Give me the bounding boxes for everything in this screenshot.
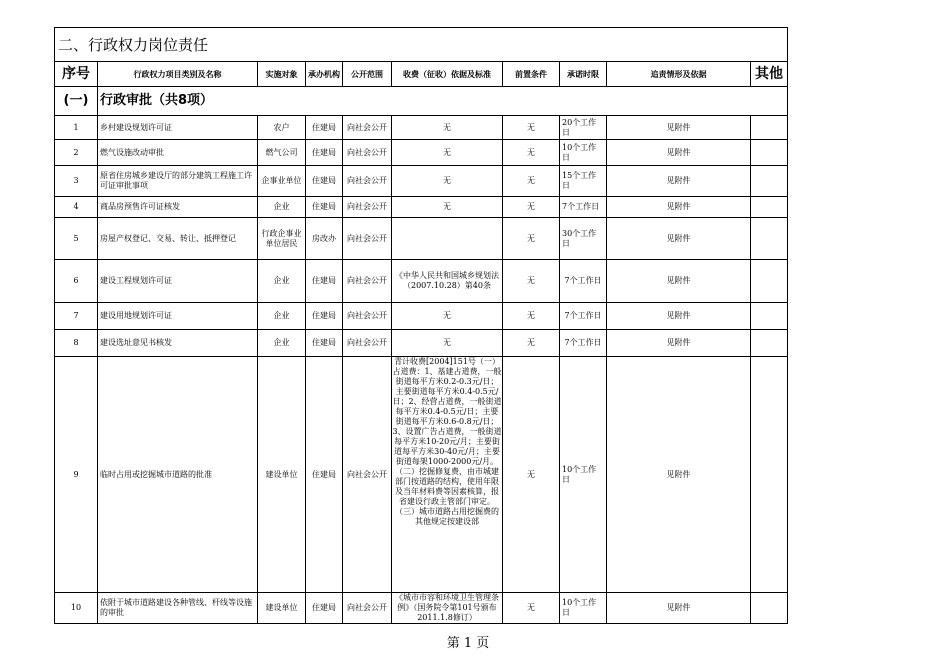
row-target: 农户 (258, 116, 306, 140)
row-precond: 无 (503, 303, 560, 330)
row-scope: 向社会公开 (343, 357, 392, 593)
row-deadline: 10个工作日 (560, 593, 607, 624)
row-no: 4 (55, 197, 98, 218)
row-name: 商品房预售许可证核发 (98, 197, 258, 218)
row-scope: 向社会公开 (343, 330, 392, 357)
row-precond: 无 (503, 166, 560, 197)
row-fee: 《中华人民共和国城乡规划法（2007.10.28）第40条 (392, 260, 503, 303)
section-row (55, 87, 788, 116)
row-deadline: 20个工作日 (560, 116, 607, 140)
row-liability: 见附件 (607, 357, 751, 593)
row-scope: 向社会公开 (343, 593, 392, 624)
row-other (751, 218, 788, 260)
row-liability: 见附件 (607, 197, 751, 218)
row-target: 燃气公司 (258, 140, 306, 166)
row-name: 临时占用或挖掘城市道路的批准 (98, 357, 258, 593)
row-name: 依附于城市道路建设各种管线、杆线等设施的审批 (98, 593, 258, 624)
row-precond: 无 (503, 593, 560, 624)
row-fee: 无 (392, 303, 503, 330)
row-precond: 无 (503, 218, 560, 260)
header-deadline: 承诺时限 (560, 62, 607, 87)
row-fee: 青计收费[2004]151号（一）占道费：1、基建占道费，一般街道每平方米0.2-0.3元/日；主要街道每平方米0.4-0.5元/日；2、经营占道费，一般街道每平方米0.4-0.5元/日；主要街道每平方米0.6-0.8元/日；3、设置广告占道费，一般街道每平方米10-20元/月；主要街道每平方米30-40元/月；主要街道每架1000-2000元/月。（二）挖掘修复费，由市城建部门按道路的结构，使用年限及当年材料费等因素核算，报省建设行政主管部门审定。（三）城市道路占用挖掘费的其他规定按建设部 (392, 357, 502, 526)
row-liability: 见附件 (607, 140, 751, 166)
page-footer: 第 1 页 (446, 636, 490, 651)
row-fee: 无 (392, 116, 503, 140)
row-deadline: 15个工作日 (560, 166, 607, 197)
responsibility-table (54, 27, 788, 624)
table-row (55, 218, 788, 260)
row-precond: 无 (503, 330, 560, 357)
row-fee: 无 (392, 197, 503, 218)
row-name: 乡村建设规划许可证 (98, 116, 258, 140)
row-other (751, 116, 788, 140)
row-org: 住建局 (306, 593, 343, 624)
row-deadline: 10个工作日 (560, 357, 607, 593)
row-precond: 无 (503, 197, 560, 218)
row-target: 企事业单位 (258, 166, 306, 197)
row-liability: 见附件 (607, 116, 751, 140)
row-target: 企业 (258, 260, 306, 303)
row-other (751, 140, 788, 166)
row-precond: 无 (503, 357, 560, 593)
row-org: 住建局 (306, 197, 343, 218)
row-org: 住建局 (306, 357, 343, 593)
row-no: 1 (55, 116, 98, 140)
row-no: 7 (55, 303, 98, 330)
row-org: 住建局 (306, 330, 343, 357)
row-liability: 见附件 (607, 166, 751, 197)
header-row (55, 62, 788, 87)
row-org: 住建局 (306, 140, 343, 166)
row-fee: 无 (392, 140, 503, 166)
row-fee: 无 (392, 330, 503, 357)
row-target: 行政企事业单位居民 (258, 218, 306, 260)
row-no: 9 (55, 357, 98, 593)
row-other (751, 357, 788, 593)
row-name: 建设工程规划许可证 (98, 260, 258, 303)
header-fee: 收费（征收）依据及标准 (392, 62, 503, 87)
row-name: 房屋产权登记、交易、转让、抵押登记 (98, 218, 258, 260)
row-liability: 见附件 (607, 303, 751, 330)
row-fee (392, 218, 503, 260)
row-other (751, 166, 788, 197)
table-row (55, 166, 788, 197)
header-org: 承办机构 (306, 62, 343, 87)
row-scope: 向社会公开 (343, 140, 392, 166)
row-scope: 向社会公开 (343, 218, 392, 260)
row-org: 住建局 (306, 260, 343, 303)
row-deadline: 7个工作日 (560, 260, 607, 303)
row-org: 住建局 (306, 116, 343, 140)
row-no: 5 (55, 218, 98, 260)
table-row (55, 140, 788, 166)
row-deadline: 7个工作日 (560, 303, 607, 330)
row-other (751, 330, 788, 357)
table-row (55, 116, 788, 140)
row-no: 2 (55, 140, 98, 166)
row-name: 燃气设施改动审批 (98, 140, 258, 166)
row-other (751, 593, 788, 624)
table-row (55, 260, 788, 303)
section-name: 行政审批（共8项） (98, 87, 788, 116)
row-fee: 无 (392, 166, 503, 197)
header-other: 其他 (751, 62, 788, 87)
row-deadline: 10个工作日 (560, 140, 607, 166)
row-liability: 见附件 (607, 593, 751, 624)
row-no: 10 (55, 593, 98, 624)
row-precond: 无 (503, 116, 560, 140)
row-liability: 见附件 (607, 330, 751, 357)
row-liability: 见附件 (607, 260, 751, 303)
row-no: 6 (55, 260, 98, 303)
row-target: 企业 (258, 303, 306, 330)
table-row (55, 357, 788, 593)
row-name: 原省住房城乡建设厅的部分建筑工程施工许可证审批事项 (98, 166, 258, 197)
row-target: 企业 (258, 330, 306, 357)
sheet-title: 二、行政权力岗位责任 (55, 28, 788, 62)
row-deadline: 7个工作日 (560, 330, 607, 357)
header-no: 序号 (55, 62, 98, 87)
row-other (751, 197, 788, 218)
row-scope: 向社会公开 (343, 303, 392, 330)
row-no: 8 (55, 330, 98, 357)
row-scope: 向社会公开 (343, 116, 392, 140)
table-row (55, 303, 788, 330)
header-name: 行政权力项目类别及名称 (98, 62, 258, 87)
row-scope: 向社会公开 (343, 166, 392, 197)
header-target: 实施对象 (258, 62, 306, 87)
row-precond: 无 (503, 260, 560, 303)
row-target: 企业 (258, 197, 306, 218)
row-fee: 《城市市容和环境卫生管理条例》（国务院令第101号颁布 2011.1.8修订） (392, 593, 503, 624)
table-row (55, 197, 788, 218)
row-target: 建设单位 (258, 357, 306, 593)
row-deadline: 7个工作日 (560, 197, 607, 218)
row-scope: 向社会公开 (343, 260, 392, 303)
row-target: 建设单位 (258, 593, 306, 624)
section-no: (一) (55, 87, 98, 116)
row-other (751, 260, 788, 303)
row-scope: 向社会公开 (343, 197, 392, 218)
row-org: 住建局 (306, 303, 343, 330)
row-name: 建设选址意见书核发 (98, 330, 258, 357)
row-precond: 无 (503, 140, 560, 166)
header-liability: 追责情形及依据 (607, 62, 751, 87)
row-name: 建设用地规划许可证 (98, 303, 258, 330)
header-precond: 前置条件 (503, 62, 560, 87)
row-other (751, 303, 788, 330)
row-no: 3 (55, 166, 98, 197)
header-scope: 公开范围 (343, 62, 392, 87)
table-row (55, 593, 788, 624)
row-org: 房改办 (306, 218, 343, 260)
table-row (55, 330, 788, 357)
row-org: 住建局 (306, 166, 343, 197)
row-liability: 见附件 (607, 218, 751, 260)
row-deadline: 30个工作日 (560, 218, 607, 260)
